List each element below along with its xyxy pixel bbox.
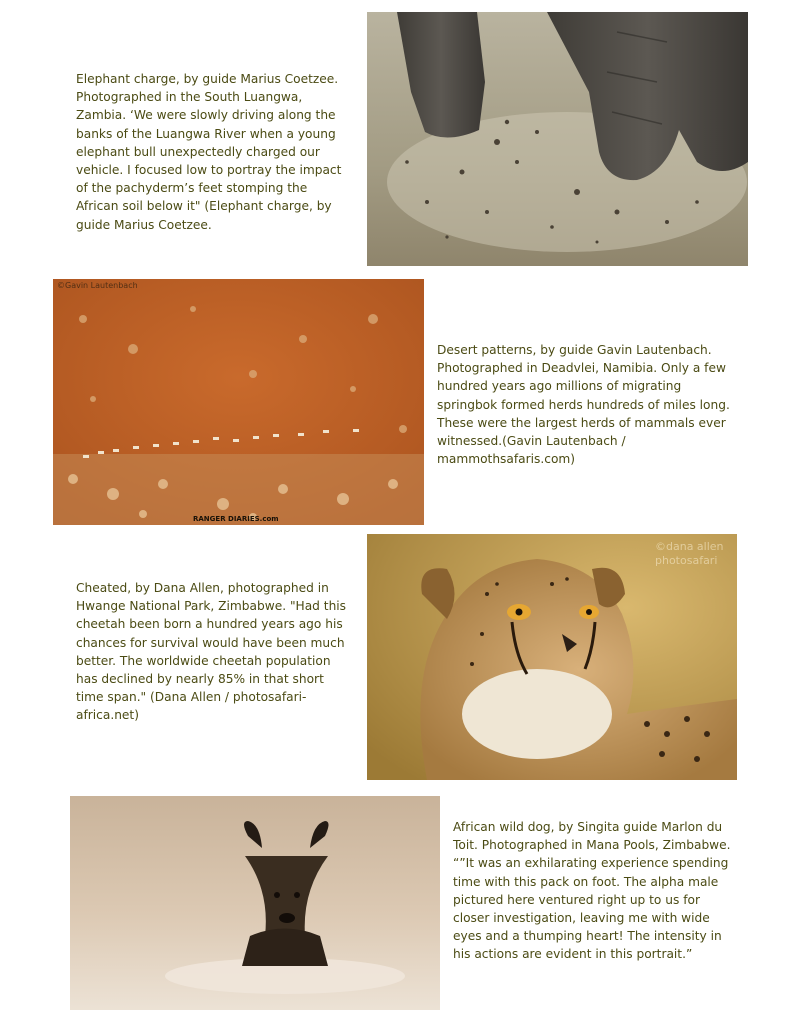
caption-desert: Desert patterns, by guide Gavin Lautenbach. Photographed in Deadvlei, Namibia. Only a few hundred years ago millions of migrating springbok formed herds hundreds of miles long. These were the largest herds of mammals ever witnessed.(Gavin Lautenbach / mammothsafaris.com) [437,343,730,467]
ranger-diaries-logo: RANGER DIARIES.com [193,515,279,523]
desert-springbok-photo [53,279,424,525]
photo-watermark-line1: ©dana allen [655,540,724,553]
caption-wild-dog: African wild dog, by Singita guide Marlon du Toit. Photographed in Mana Pools, Zimbabwe. “”It was an exhilarating experience spending time with this pack on foot. The alpha male pictured here ventured right up to us for closer investigation, leaving me with wide eyes and a thumping heart! The intensity in his actions are evident in this portrait.” [453,820,731,962]
cheetah-photo [367,534,737,780]
elephant-photo [367,12,748,266]
caption-elephant: Elephant charge, by guide Marius Coetzee. Photographed in the South Luangwa, Zambia. ‘We were slowly driving along the banks of the Luangwa River when a young elephant bull unexpectedly charged our vehicle. I focused low to portray the impact of the pachyderm’s feet stomping the African soil below it" (Elephant charge, by guide Marius Coetzee. [76,72,342,232]
wild-dog-photo [70,796,440,1010]
caption-cheetah: Cheated, by Dana Allen, photographed in Hwange National Park, Zimbabwe. "Had this cheetah been born a hundred years ago his chances for survival would have been much better. The worldwide cheetah population has declined by nearly 85% in that short time span." (Dana Allen / photosafari-africa.net) [76,581,347,723]
photo-watermark-line2: photosafari [655,554,718,567]
photo-credit-watermark: ©Gavin Lautenbach [57,281,138,290]
